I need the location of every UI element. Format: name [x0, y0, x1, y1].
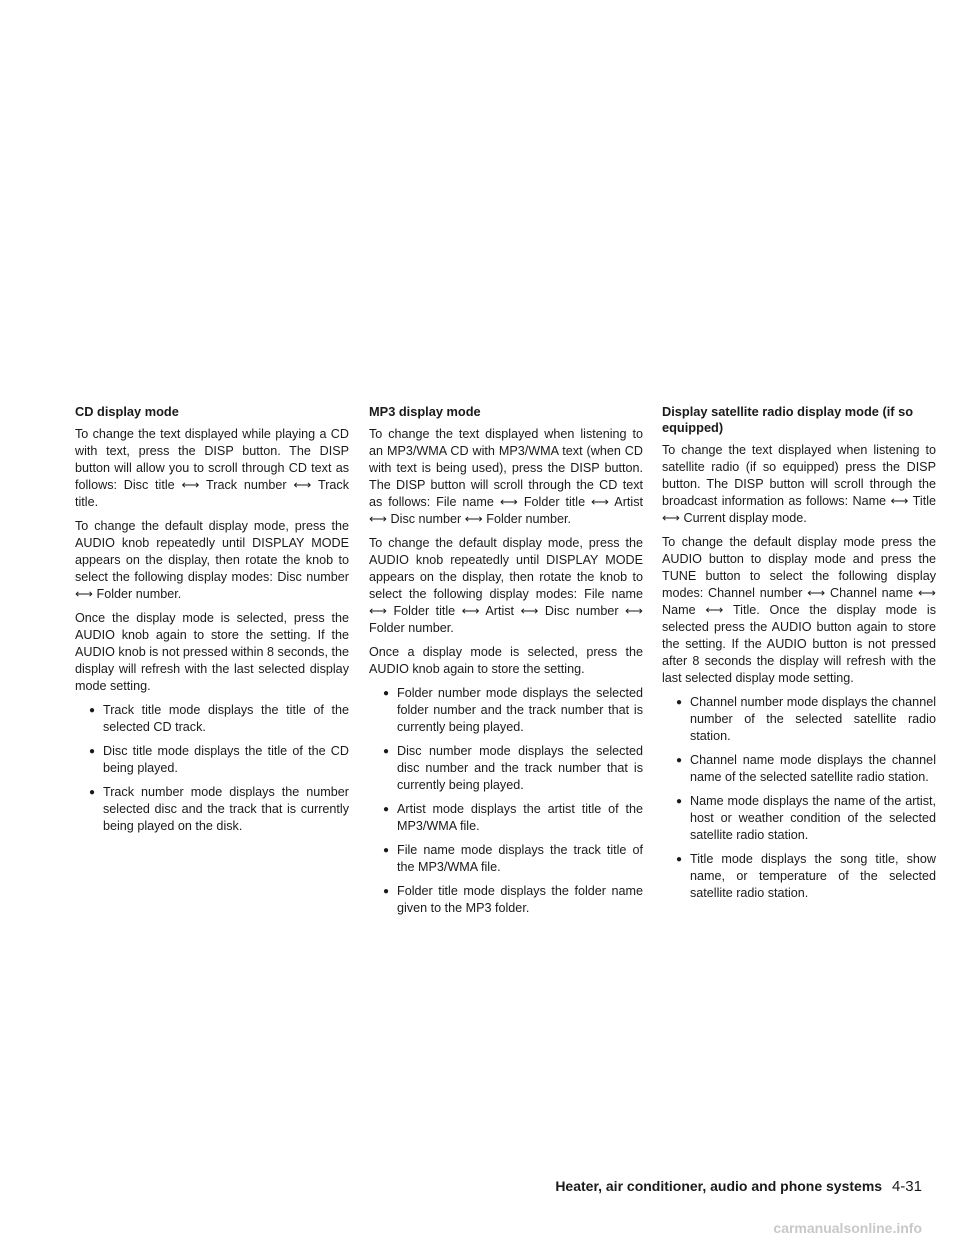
bullet-icon: ● — [383, 845, 390, 856]
list-item: ● Artist mode displays the artist title of the MP3/WMA file. — [383, 802, 643, 833]
heading-satellite-display-mode: Display satellite radio display mode (if so equipped) — [662, 404, 914, 435]
heading-mp3-display-mode: MP3 display mode — [369, 404, 481, 419]
paragraph: Once the display mode is selected, press the AUDIO knob again to store the setting. If the AUDIO knob is not pressed within 8 seconds, the display will refresh with the last selected display mode setting. — [75, 611, 349, 693]
bullet-icon: ● — [383, 886, 390, 897]
list-item: ● Track title mode displays the title of the selected CD track. — [89, 703, 349, 734]
column-cd-display-mode — [75, 404, 349, 842]
bullet-icon: ● — [676, 854, 683, 865]
heading-cd-display-mode: CD display mode — [75, 404, 179, 419]
bullet-icon: ● — [676, 755, 683, 766]
paragraph: To change the text displayed when listening to satellite radio (if so equipped) press the DISP button. The DISP button will scroll through the broadcast information as follows: Name ⟷ Title ⟷ Current display mode. — [662, 443, 936, 525]
list-item: ● Track number mode displays the number selected disc and the track that is currently being played on the disk. — [89, 785, 349, 833]
paragraph: To change the text displayed while playing a CD with text, press the DISP button. The DISP button will allow you to scroll through CD text as follows: Disc title ⟷ Track number ⟷ Track title. — [75, 427, 349, 509]
bullet-list — [662, 694, 936, 902]
list-item: ● Channel name mode displays the channel name of the selected satellite radio station. — [676, 753, 936, 784]
list-item: ● Folder title mode displays the folder name given to the MP3 folder. — [383, 884, 643, 915]
bullet-list — [75, 702, 349, 835]
bullet-icon: ● — [89, 705, 96, 716]
bullet-list — [369, 685, 643, 917]
list-item: ● Title mode displays the song title, show name, or temperature of the selected satellite radio station. — [676, 852, 936, 900]
bullet-icon: ● — [89, 746, 96, 757]
bullet-icon: ● — [383, 746, 390, 757]
bullet-icon: ● — [676, 697, 683, 708]
bullet-icon: ● — [383, 804, 390, 815]
page-footer — [555, 1178, 922, 1195]
list-item: ● Folder number mode displays the selected folder number and the track number that is currently being played. — [383, 686, 643, 734]
column-mp3-display-mode — [369, 404, 643, 924]
bullet-icon: ● — [89, 787, 96, 798]
list-item: ● File name mode displays the track title of the MP3/WMA file. — [383, 843, 643, 874]
paragraph: To change the default display mode, press the AUDIO knob repeatedly until DISPLAY MODE appears on the display, then rotate the knob to select the following display modes: File name ⟷ Folder title ⟷ Artist ⟷ Disc number ⟷ Folder number. — [369, 536, 643, 635]
footer-section-title: Heater, air conditioner, audio and phone systems — [555, 1178, 883, 1194]
list-item: ● Disc title mode displays the title of the CD being played. — [89, 744, 349, 775]
watermark: carmanualsonline.info — [773, 1220, 922, 1236]
bullet-icon: ● — [676, 796, 683, 807]
column-satellite-display-mode — [662, 404, 936, 909]
paragraph: To change the text displayed when listening to an MP3/WMA CD with MP3/WMA text (when CD with text is being used), press the DISP button. The DISP button will scroll through the CD text as follows: File name ⟷ Folder title ⟷ Artist ⟷ Disc number ⟷ Folder number. — [369, 427, 643, 526]
list-item: ● Disc number mode displays the selected disc number and the track number that is currently being played. — [383, 744, 643, 792]
bullet-icon: ● — [383, 688, 390, 699]
paragraph: To change the default display mode, press the AUDIO knob repeatedly until DISPLAY MODE appears on the display, then rotate the knob to select the following display modes: Disc number ⟷ Folder number. — [75, 519, 349, 601]
list-item: ● Name mode displays the name of the artist, host or weather condition of the selected satellite radio station. — [676, 794, 936, 842]
paragraph: To change the default display mode press the AUDIO button to display mode and press the TUNE button to select the following display modes: Channel number ⟷ Channel name ⟷ Name ⟷ Title. Once the display mode is selected press the AUDIO button again to store the setting. If the AUDIO button is not pressed after 8 seconds the display will refresh with the last selected display mode setting. — [662, 535, 936, 685]
page-number: 4-31 — [891, 1178, 922, 1195]
list-item: ● Channel number mode displays the channel number of the selected satellite radio station. — [676, 695, 936, 743]
paragraph: Once a display mode is selected, press the AUDIO knob again to store the setting. — [369, 645, 643, 676]
